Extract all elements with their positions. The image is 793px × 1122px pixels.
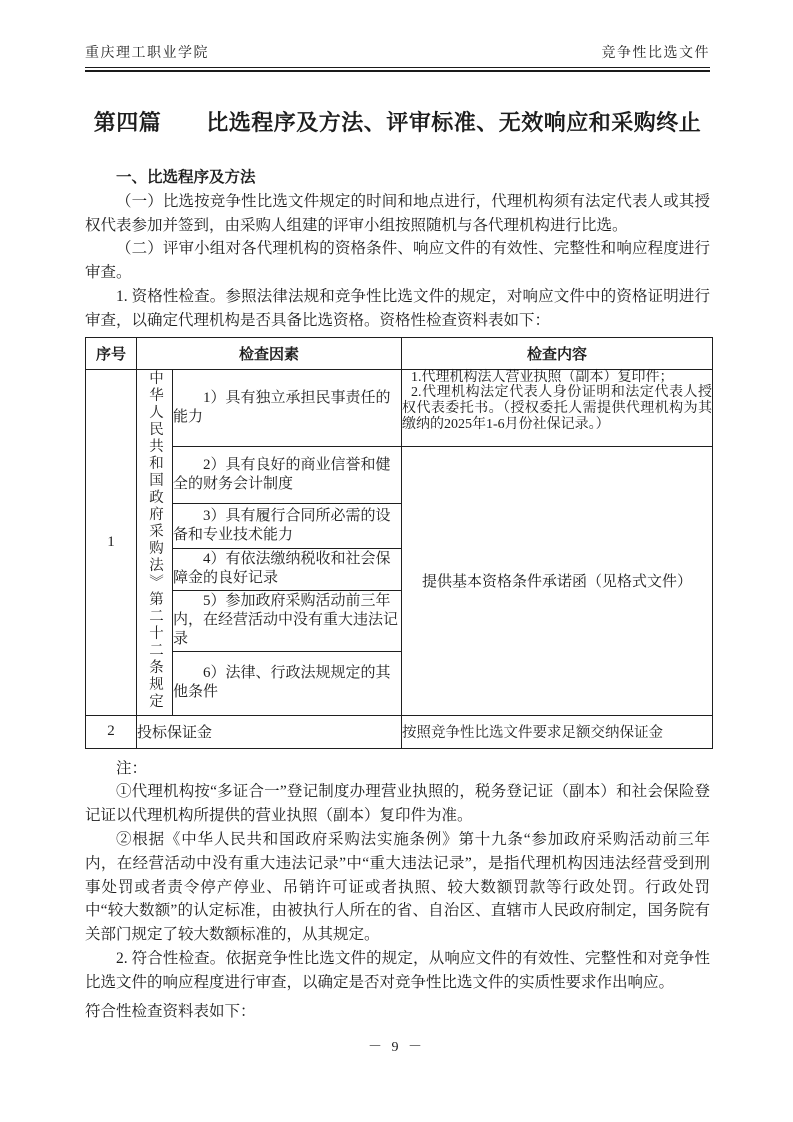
law-label-cell (137, 369, 173, 715)
header-doc-type: 竞争性比选文件 (601, 46, 710, 61)
row2-content: 按照竞争性比选文件要求足额交纳保证金 (402, 715, 713, 748)
section-heading: 一、比选程序及方法 (116, 169, 256, 186)
header-rule-thin (85, 67, 710, 68)
content-license-line-1: 1.代理机构法人营业执照（副本）复印件； (411, 369, 674, 385)
check-item-5: 5）参加政府采购活动前三年内，在经营活动中没有重大违法记录 (173, 590, 402, 651)
note-1: ①代理机构按“多证合一”登记制度办理营业执照的，税务登记证（副本）和社会保险登记证以代理机构所提供的营业执照（副本）复印件为准。 (85, 783, 710, 825)
running-header (85, 46, 710, 62)
content-license-cell (402, 369, 713, 446)
table-row (86, 715, 713, 748)
note-2: ②根据《中华人民共和国政府采购法实施条例》第十九条“参加政府采购活动前三年内，在经营活动中没有重大违法记录”中“重大违法记录”，是指代理机构因违法经营受到刑事处罚或者责令停产停业、吊销许可证或者执照、较大数额罚款等行政处罚。行政处罚中“较大数额”的认定标准，由被执行人所在的省、自治区、直辖市人民政府制定，国务院有关部门规定了较大数额标准的，从其规定。 (85, 830, 710, 944)
check-item-3: 3）具有履行合同所必需的设备和专业技术能力 (173, 503, 402, 548)
notes-section (85, 757, 710, 1024)
row2-no: 2 (86, 715, 137, 748)
paragraph-conformity-check: 2. 符合性检查。依据竞争性比选文件的规定，从响应文件的有效性、完整性和对竞争性比选文件的响应程度进行审查，以确定是否对竞争性比选文件的实质性要求作出响应。 (85, 949, 710, 991)
law-vertical-label: 中华人民共和国政府采购法》第二十二条规定 (147, 369, 163, 710)
table-header-row (86, 337, 713, 369)
paragraph-procedure-1: （一）比选按竞争性比选文件规定的时间和地点进行，代理机构须有法定代表人或其授权代表参加并签到，由采购人组建的评审小组按照随机与各代理机构进行比选。 (85, 192, 710, 234)
header-rule-thick (85, 70, 710, 72)
content-license-line-2: 2.代理机构法定代表人身份证明和法定代表人授权代表委托书。（授权委托人需提供代理机构为其缴纳的2025年1-6月份社保记录。） (402, 385, 713, 432)
check-item-6: 6）法律、行政法规规定的其他条件 (173, 651, 402, 715)
qualification-check-table (85, 337, 713, 749)
table-header-factor: 检查因素 (137, 337, 402, 369)
table-row (86, 446, 713, 503)
header-school-name: 重庆理工职业学院 (85, 46, 209, 61)
table-header-content: 检查内容 (402, 337, 713, 369)
check-item-4: 4）有依法缴纳税收和社会保障金的良好记录 (173, 548, 402, 590)
row2-factor: 投标保证金 (137, 715, 402, 748)
check-item-2: 2）具有良好的商业信誉和健全的财务会计制度 (173, 446, 402, 503)
table-header-no: 序号 (86, 337, 137, 369)
content-commitment-letter: 提供基本资格条件承诺函（见格式文件） (402, 446, 713, 715)
paragraph-qualification-check: 1. 资格性检查。参照法律法规和竞争性比选文件的规定，对响应文件中的资格证明进行审查，以确定代理机构是否具备比选资格。资格性检查资料表如下： (85, 287, 710, 329)
row1-no: 1 (86, 369, 137, 715)
notes-label: 注： (116, 759, 148, 777)
paragraph-procedure-2: （二）评审小组对各代理机构的资格条件、响应文件的有效性、完整性和响应程度进行审查。 (85, 240, 710, 282)
check-item-1: 1）具有独立承担民事责任的能力 (173, 369, 402, 446)
page-title: 第四篇 比选程序及方法、评审标准、无效响应和采购终止 (93, 110, 702, 135)
paragraph-table-intro: 符合性检查资料表如下： (85, 1002, 256, 1020)
table-row (86, 369, 713, 446)
page-number: － 9 － (368, 1040, 425, 1055)
